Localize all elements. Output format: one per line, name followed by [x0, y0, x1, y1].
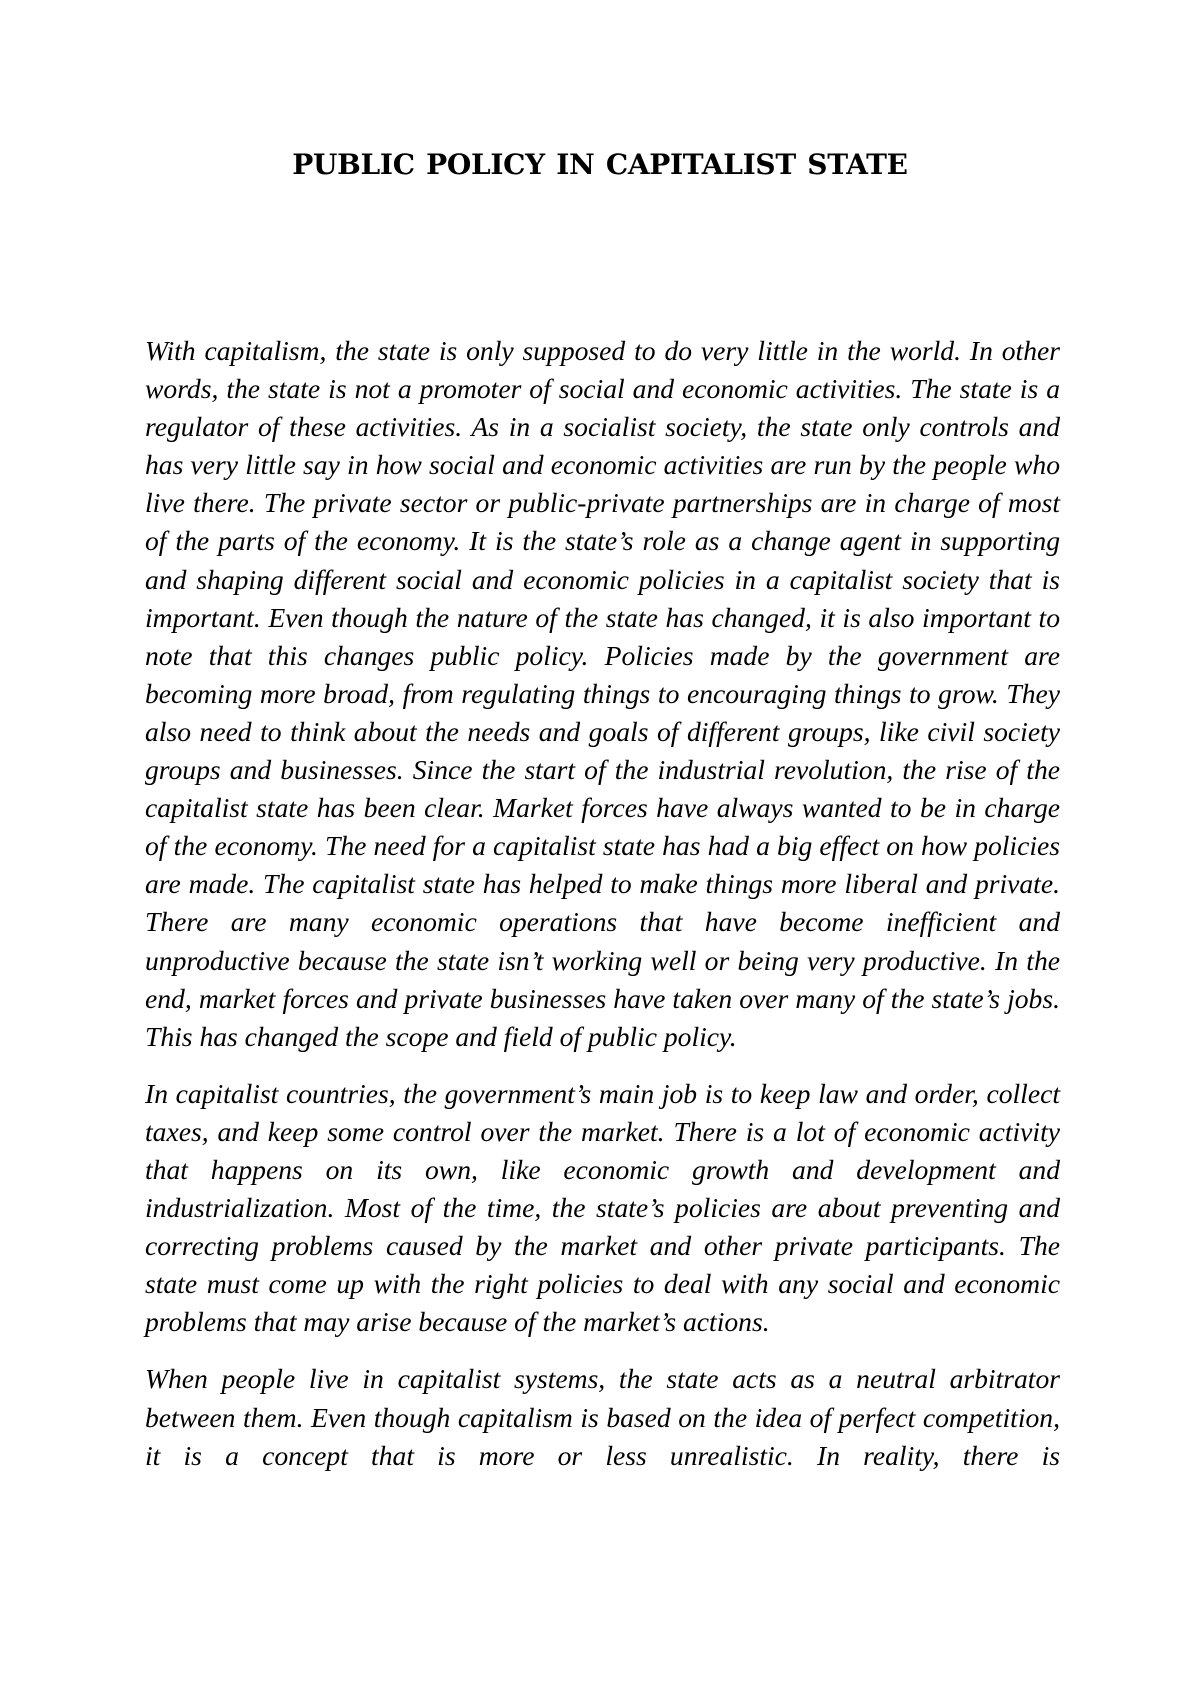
- document-body: [145, 332, 1060, 1494]
- paragraph-1: With capitalism, the state is only supposed to do very little in the world. In other words, the state is not a promoter of social and economic activities. The state is a regulator of these activities. As in a socialist society, the state only controls and has very little say in how social and economic activities are run by the people who live there. The private sector or public-private partnerships are in charge of most of the parts of the economy. It is the state’s role as a change agent in supporting and shaping different social and economic policies in a capitalist society that is important. Even though the nature of the state has changed, it is also important to note that this changes public policy. Policies made by the government are becoming more broad, from regulating things to encouraging things to grow. They also need to think about the needs and goals of different groups, like civil society groups and businesses. Since the start of the industrial revolution, the rise of the capitalist state has been clear. Market forces have always wanted to be in charge of the economy. The need for a capitalist state has had a big effect on how policies are made. The capitalist state has helped to make things more liberal and private. There are many economic operations that have become inefficient and unproductive because the state isn’t working well or being very productive. In the end, market forces and private businesses have taken over many of the state’s jobs. This has changed the scope and field of public policy.: [145, 335, 1060, 1052]
- paragraph-3: When people live in capitalist systems, the state acts as a neutral arbitrator between them. Even though capitalism is based on the idea of perfect competition, it is a concept that is more or less unrealistic. In reality, there is: [145, 1363, 1060, 1471]
- paragraph-2: In capitalist countries, the government’s main job is to keep law and order, collect taxes, and keep some control over the market. There is a lot of economic activity that happens on its own, like economic growth and development and industrialization. Most of the time, the state’s policies are about preventing and correcting problems caused by the market and other private participants. The state must come up with the right policies to deal with any social and economic problems that may arise because of the market’s actions.: [145, 1077, 1060, 1338]
- document-title: PUBLIC POLICY IN CAPITALIST STATE: [292, 148, 908, 181]
